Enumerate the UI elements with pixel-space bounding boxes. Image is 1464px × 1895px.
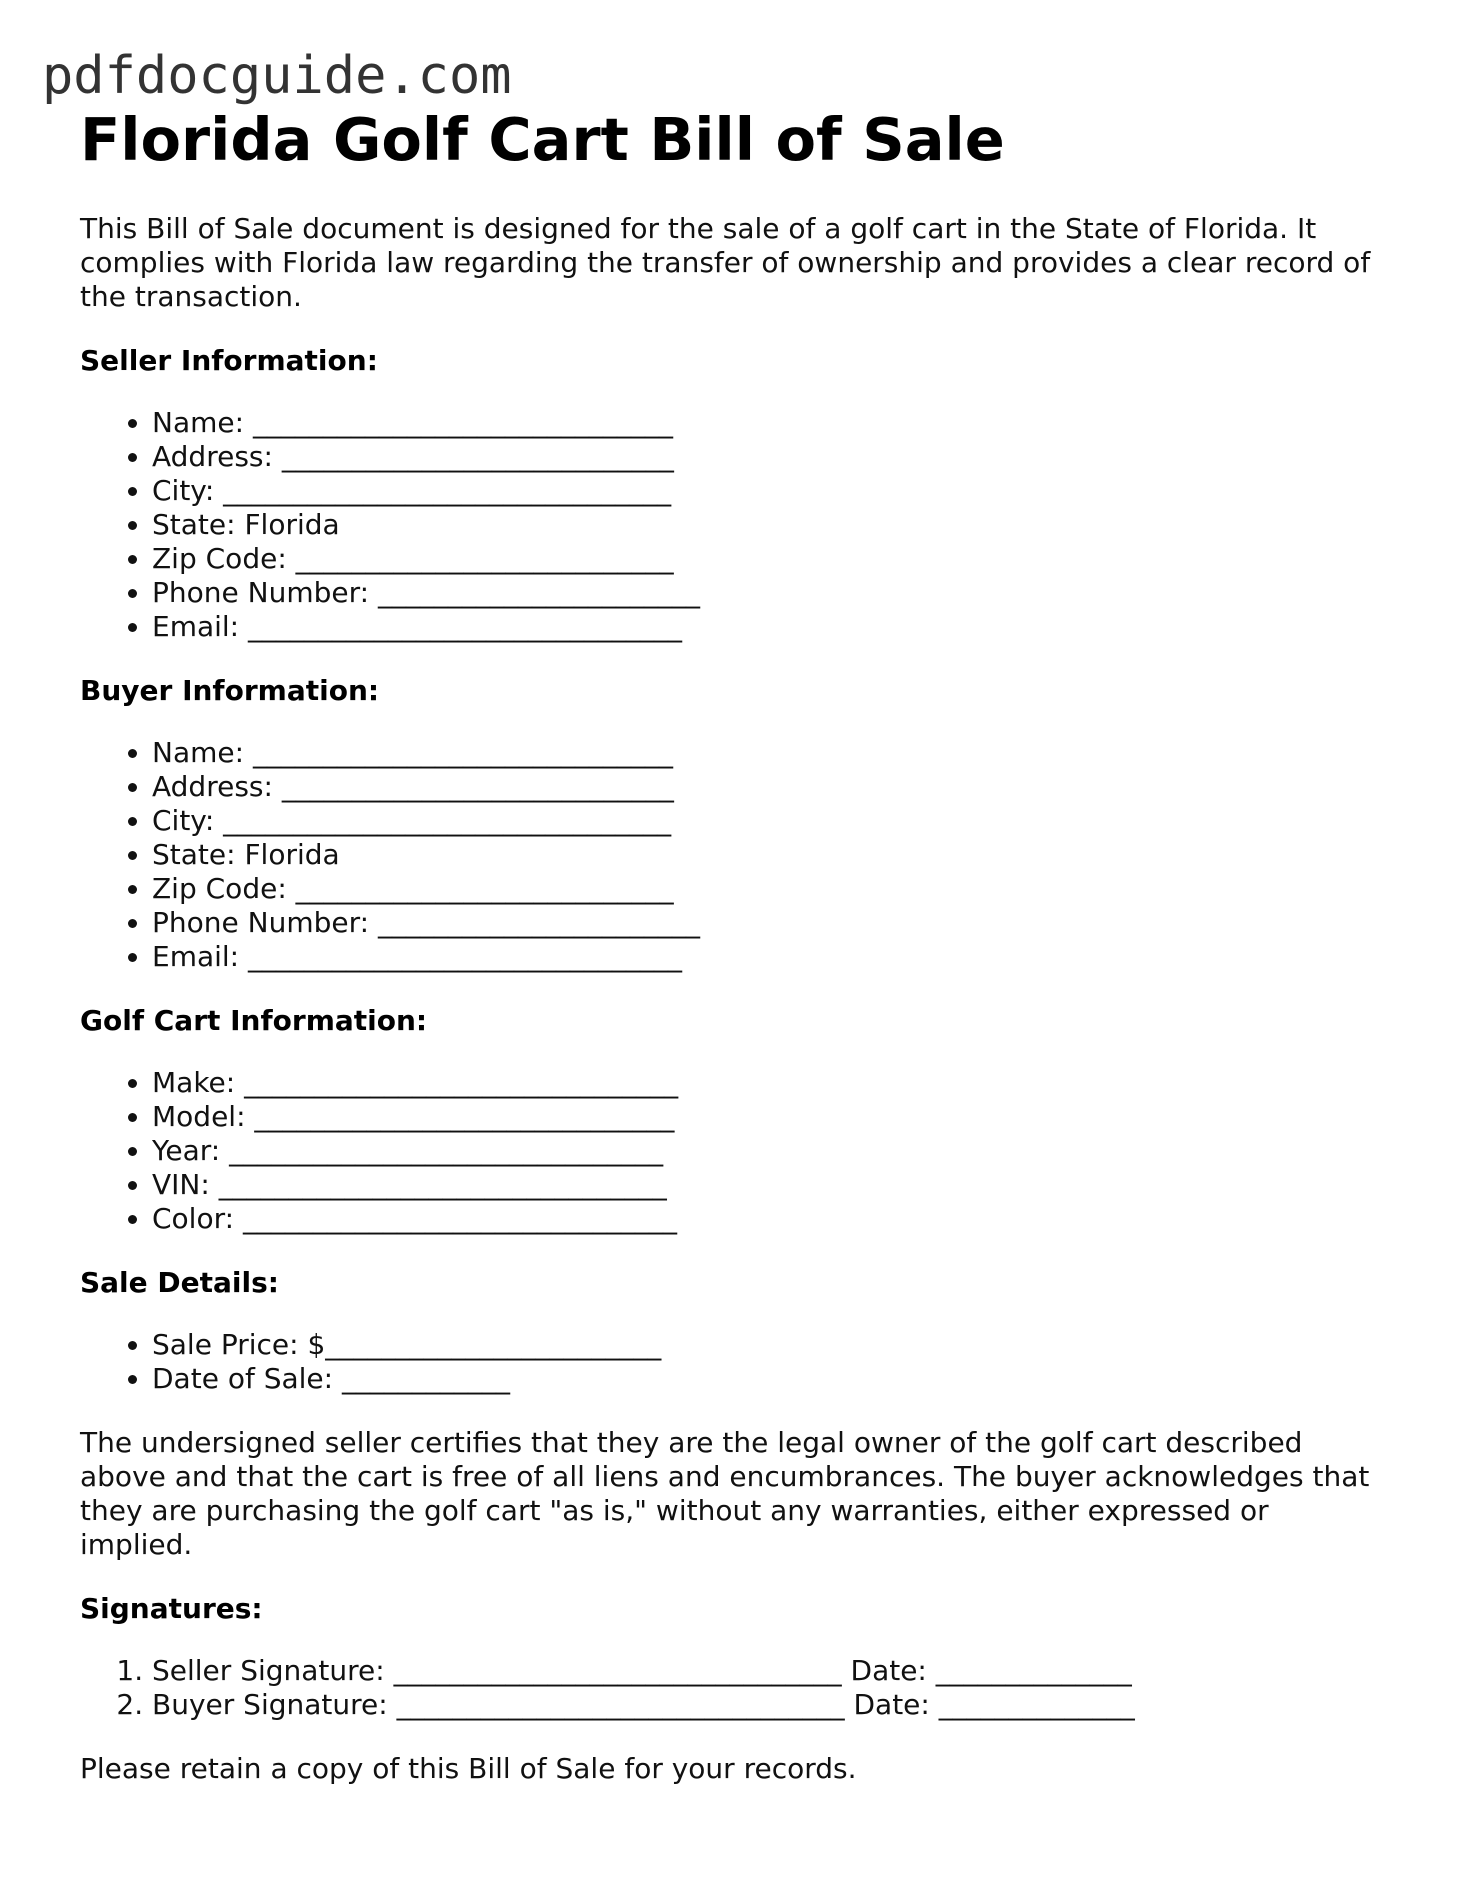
cart-list [80, 1066, 1380, 1236]
buyer-city-field: • City: ________________________________ [152, 804, 1380, 838]
buyer-name-field: • Name: ______________________________ [152, 736, 1380, 770]
buyer-address-field: • Address: ____________________________ [152, 770, 1380, 804]
document-page [80, 100, 1380, 1786]
seller-state-field: • State: Florida [152, 508, 1380, 542]
cart-year-field: • Year: _______________________________ [152, 1134, 1380, 1168]
closing-note: Please retain a copy of this Bill of Sale for your records. [80, 1752, 857, 1785]
certification-paragraph: The undersigned seller certifies that they are the legal owner of the golf cart described above and that the cart is free of all liens and encumbrances. The buyer acknowledges that they are purchasing the golf cart "as is," without any warranties, either expressed or implied. [80, 1426, 1370, 1561]
buyer-state-field: • State: Florida [152, 838, 1380, 872]
seller-zip-field: • Zip Code: ___________________________ [152, 542, 1380, 576]
buyer-heading: Buyer Information: [80, 674, 380, 707]
seller-heading: Seller Information: [80, 344, 378, 377]
seller-email-field: • Email: _______________________________ [152, 610, 1380, 644]
cart-model-field: • Model: ______________________________ [152, 1100, 1380, 1134]
seller-phone-field: • Phone Number: _______________________ [152, 576, 1380, 610]
buyer-list [80, 736, 1380, 974]
sale-heading: Sale Details: [80, 1266, 279, 1299]
sale-date-field: • Date of Sale: ____________ [152, 1362, 1380, 1396]
sale-list [80, 1328, 1380, 1396]
signatures-list [80, 1654, 1380, 1722]
seller-city-field: • City: ________________________________ [152, 474, 1380, 508]
cart-vin-field: • VIN: ________________________________ [152, 1168, 1380, 1202]
buyer-email-field: • Email: _______________________________ [152, 940, 1380, 974]
buyer-signature-line: 2. Buyer Signature: ________________________________ Date: ______________ [152, 1688, 1380, 1722]
signatures-heading: Signatures: [80, 1592, 263, 1625]
seller-list [80, 406, 1380, 644]
document-title: Florida Golf Cart Bill of Sale [80, 105, 1005, 174]
intro-paragraph: This Bill of Sale document is designed for the sale of a golf cart in the State of Florida. It complies with Florida law regarding the transfer of ownership and provides a clear record of the transaction. [80, 212, 1371, 313]
cart-heading: Golf Cart Information: [80, 1004, 428, 1037]
cart-make-field: • Make: _______________________________ [152, 1066, 1380, 1100]
buyer-phone-field: • Phone Number: _______________________ [152, 906, 1380, 940]
sale-price-field: • Sale Price: $________________________ [152, 1328, 1380, 1362]
seller-name-field: • Name: ______________________________ [152, 406, 1380, 440]
watermark: pdfdocguide.com [42, 46, 512, 106]
seller-signature-line: 1. Seller Signature: ________________________________ Date: ______________ [152, 1654, 1380, 1688]
buyer-zip-field: • Zip Code: ___________________________ [152, 872, 1380, 906]
seller-address-field: • Address: ____________________________ [152, 440, 1380, 474]
cart-color-field: • Color: _______________________________ [152, 1202, 1380, 1236]
